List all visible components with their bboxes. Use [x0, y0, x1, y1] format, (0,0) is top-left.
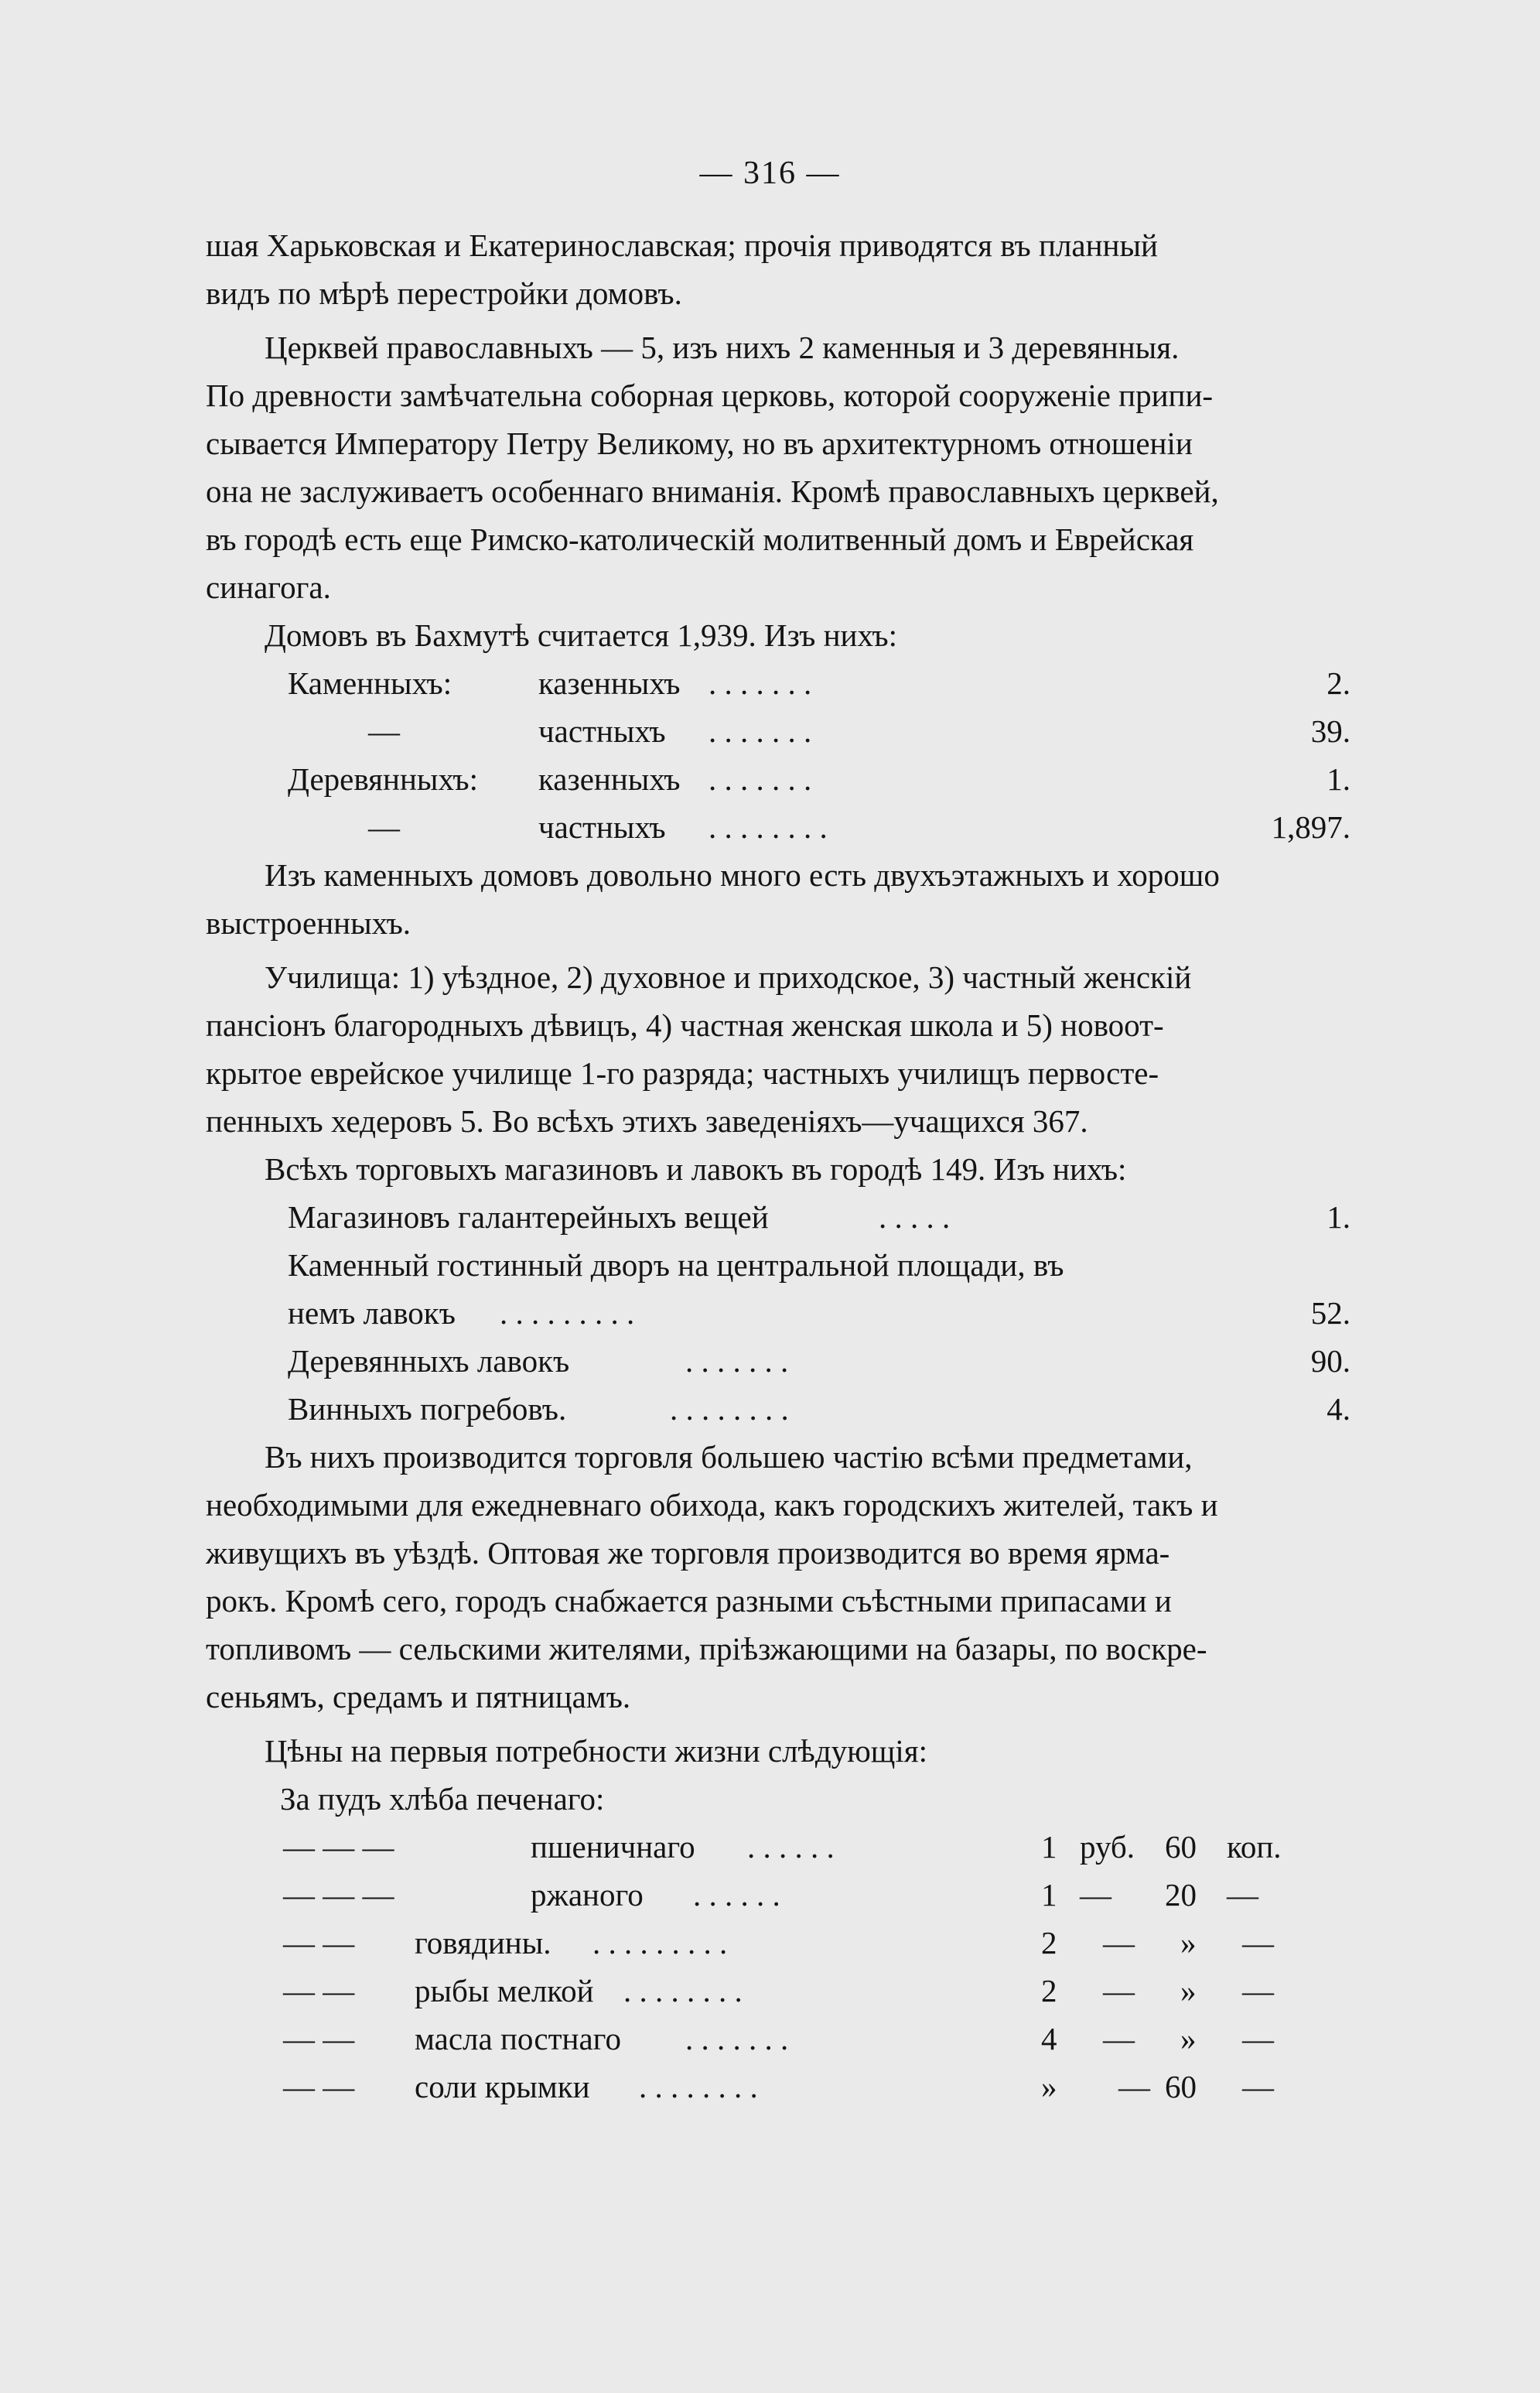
shops-row — [206, 1241, 1405, 1289]
houses-kind: казенныхъ — [538, 761, 681, 797]
ditto-dashes: — — — [283, 2069, 355, 2104]
shops-label: Деревянныхъ лавокъ — [288, 1343, 570, 1379]
text-line: необходимыми для ежедневнаго обихода, какъ городскихъ жителей, такъ и — [206, 1487, 1218, 1523]
price-kop-unit: коп. — [1227, 1829, 1282, 1865]
houses-value: 2. — [1327, 665, 1350, 701]
shops-row — [206, 1385, 1405, 1433]
text-line: рокъ. Кромѣ сего, городъ снабжается разными съѣстными припасами и — [206, 1583, 1172, 1619]
text-line: Въ нихъ производится торговля большею частію всѣми предметами, — [265, 1439, 1193, 1475]
price-rub: 4 — [1041, 2021, 1057, 2056]
leader-dots: . . . . . . . . . — [500, 1295, 635, 1331]
text-line: Церквей православныхъ — 5, изъ нихъ 2 каменныя и 3 деревянныя. — [265, 330, 1180, 365]
shops-label: Магазиновъ галантерейныхъ вещей — [288, 1199, 769, 1235]
prices-sub: За пудъ хлѣба печенаго: — [280, 1781, 605, 1817]
price-rub: 1 — [1041, 1829, 1057, 1865]
price-item: масла постнаго — [415, 2021, 621, 2056]
shops-label: немъ лавокъ — [288, 1295, 456, 1331]
leader-dots: . . . . . . . — [709, 665, 812, 701]
price-row — [206, 2015, 1405, 2063]
houses-value: 1,897. — [1271, 809, 1350, 845]
text-line: По древности замѣчательна соборная церковь, которой сооруженіе припи- — [206, 378, 1214, 413]
price-kop: » — [1180, 2021, 1197, 2056]
shops-value: 52. — [1310, 1295, 1350, 1331]
leader-dots: . . . . . . . . — [670, 1391, 789, 1427]
leader-dots: . . . . . — [879, 1199, 951, 1235]
price-rub-unit: — — [1118, 2069, 1150, 2104]
shops-row — [206, 1193, 1405, 1241]
price-row — [206, 1823, 1405, 1871]
price-rub: 2 — [1041, 1925, 1057, 1961]
price-kop-unit: — — [1242, 2069, 1274, 2104]
houses-value: 39. — [1310, 713, 1350, 749]
price-rub: 1 — [1041, 1877, 1057, 1913]
text-line: пенныхъ хедеровъ 5. Во всѣхъ этихъ заведеніяхъ—учащихся 367. — [206, 1103, 1088, 1139]
leader-dots: . . . . . . . — [685, 1343, 789, 1379]
leader-dots: . . . . . . . . — [623, 1973, 743, 2008]
leader-dots: . . . . . . . — [709, 713, 812, 749]
text-line: Цѣны на первыя потребности жизни слѣдующія: — [265, 1733, 928, 1769]
ditto-dashes: — — — — [283, 1877, 394, 1913]
text-line: выстроенныхъ. — [206, 905, 411, 941]
ditto-dashes: — — — — [283, 1829, 394, 1865]
houses-row — [206, 803, 1405, 851]
houses-group: Каменныхъ: — [288, 665, 452, 701]
page-number: — 316 — — [699, 156, 841, 191]
houses-group: — — [368, 809, 400, 845]
shops-value: 1. — [1327, 1199, 1350, 1235]
text-line: она не заслуживаетъ особеннаго вниманія. Кромѣ православныхъ церквей, — [206, 473, 1219, 509]
shops-label: Каменный гостинный дворъ на центральной площади, въ — [288, 1247, 1064, 1283]
price-row — [206, 1871, 1405, 1919]
houses-row — [206, 659, 1405, 707]
text-line: топливомъ — сельскими жителями, пріѣзжающими на базары, по воскре- — [206, 1631, 1207, 1667]
price-kop-unit: — — [1242, 2021, 1274, 2056]
text-line: крытое еврейское училище 1-го разряда; частныхъ училищъ первосте- — [206, 1055, 1159, 1091]
price-rub: » — [1041, 2069, 1057, 2104]
price-kop-unit: — — [1242, 1973, 1274, 2008]
price-rub-unit: руб. — [1080, 1829, 1135, 1865]
leader-dots: . . . . . . — [747, 1829, 835, 1865]
price-item: говядины. — [415, 1925, 551, 1961]
text-line: Домовъ въ Бахмутѣ считается 1,939. Изъ нихъ: — [265, 617, 898, 653]
price-rub-unit: — — [1080, 1877, 1111, 1913]
leader-dots: . . . . . . . . . — [592, 1925, 728, 1961]
shops-value: 4. — [1327, 1391, 1350, 1427]
text-line: сеньямъ, средамъ и пятницамъ. — [206, 1679, 631, 1714]
price-kop-unit: — — [1227, 1877, 1258, 1913]
text-line: Изъ каменныхъ домовъ довольно много есть двухъэтажныхъ и хорошо — [265, 857, 1220, 893]
houses-group: Деревянныхъ: — [288, 761, 478, 797]
page-text — [206, 221, 1405, 2111]
ditto-dashes: — — — [283, 1925, 355, 1961]
text-line: въ городѣ есть еще Римско-католическій молитвенный домъ и Еврейская — [206, 521, 1194, 557]
houses-group: — — [368, 713, 400, 749]
text-line: Училища: 1) уѣздное, 2) духовное и приходское, 3) частный женскій — [265, 959, 1192, 995]
houses-row — [206, 755, 1405, 803]
leader-dots: . . . . . . . — [709, 761, 812, 797]
price-row — [206, 2063, 1405, 2111]
price-kop: » — [1180, 1925, 1197, 1961]
houses-row — [206, 707, 1405, 755]
leader-dots: . . . . . . . . — [709, 809, 828, 845]
text-line: сывается Императору Петру Великому, но въ архитектурномъ отношеніи — [206, 426, 1193, 461]
price-rub-unit: — — [1103, 2021, 1135, 2056]
text-line: видъ по мѣрѣ перестройки домовъ. — [206, 275, 682, 311]
price-row — [206, 1919, 1405, 1967]
price-kop: » — [1180, 1973, 1197, 2008]
text-line: шая Харьковская и Екатеринославская; прочія приводятся въ планный — [206, 227, 1158, 263]
price-kop-unit: — — [1242, 1925, 1274, 1961]
houses-kind: казенныхъ — [538, 665, 681, 701]
text-line: пансіонъ благородныхъ дѣвицъ, 4) частная женская школа и 5) новоот- — [206, 1007, 1164, 1043]
shops-row — [206, 1289, 1405, 1337]
leader-dots: . . . . . . . — [685, 2021, 789, 2056]
price-kop: 60 — [1165, 1829, 1197, 1865]
price-item: ржаного — [531, 1877, 644, 1913]
price-row — [206, 1967, 1405, 2015]
houses-value: 1. — [1327, 761, 1350, 797]
ditto-dashes: — — — [283, 1973, 355, 2008]
leader-dots: . . . . . . . . — [639, 2069, 758, 2104]
leader-dots: . . . . . . — [693, 1877, 780, 1913]
text-line: синагога. — [206, 569, 331, 605]
shops-label: Винныхъ погребовъ. — [288, 1391, 567, 1427]
houses-kind: частныхъ — [538, 713, 666, 749]
price-rub-unit: — — [1103, 1925, 1135, 1961]
price-kop: 60 — [1165, 2069, 1197, 2104]
price-rub: 2 — [1041, 1973, 1057, 2008]
shops-value: 90. — [1310, 1343, 1350, 1379]
text-line: Всѣхъ торговыхъ магазиновъ и лавокъ въ городѣ 149. Изъ нихъ: — [265, 1151, 1127, 1187]
price-kop: 20 — [1165, 1877, 1197, 1913]
houses-kind: частныхъ — [538, 809, 666, 845]
text-line: живущихъ въ уѣздѣ. Оптовая же торговля производится во время ярма- — [206, 1535, 1170, 1571]
price-item: пшеничнаго — [531, 1829, 695, 1865]
price-rub-unit: — — [1103, 1973, 1135, 2008]
prices-subheading — [206, 1775, 1405, 1823]
shops-row — [206, 1337, 1405, 1385]
price-item: рыбы мелкой — [415, 1973, 594, 2008]
price-item: соли крымки — [415, 2069, 590, 2104]
ditto-dashes: — — — [283, 2021, 355, 2056]
